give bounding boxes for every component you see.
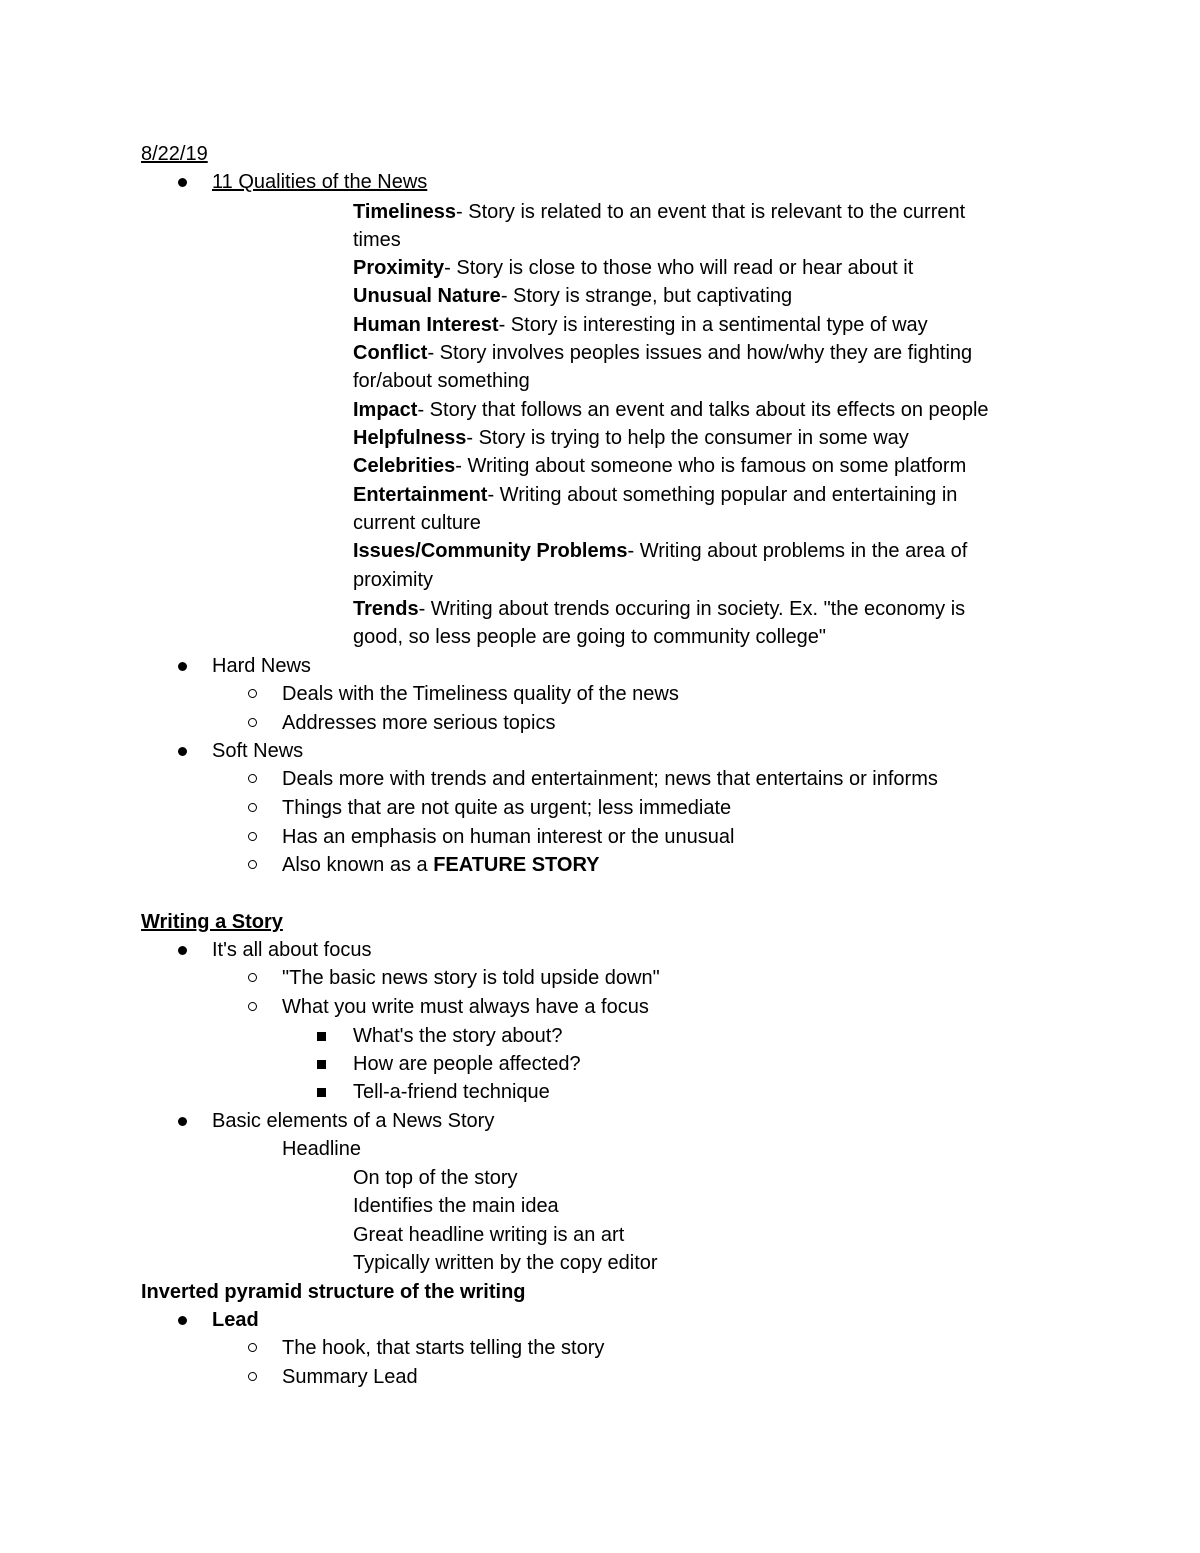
bullet-circle-icon	[248, 774, 257, 783]
section-heading-pyramid: Inverted pyramid structure of the writing	[141, 1281, 526, 1303]
bullet-square-icon	[317, 1088, 326, 1097]
bullet-circle-icon	[248, 1372, 257, 1381]
bullet-circle-icon	[248, 718, 257, 727]
bullet-dot-icon	[178, 1316, 187, 1325]
bullet-circle-icon	[248, 832, 257, 841]
bullet-circle-icon	[248, 803, 257, 812]
bullet-dot-icon	[178, 178, 187, 187]
bullet-circle-icon	[248, 860, 257, 869]
section-heading-writing: Writing a Story	[141, 911, 283, 933]
document-page: 8/22/19 11 Qualities of the News Timeliness- Story is related to an event that is relevant to the current times Proximity- Story is close to those who will read or hear about it Unusual Nature- Story is strange, but captivating Human Interest- Story is interesting in a sentimental type of way Conflict- Story involves peoples issues and how/why they are fighting for/about something Impact- Story that follows an event and talks about its effects on people Helpfulness- Story is trying to help the consumer in some way Celebrities- Writing about someone who is famous on some platform Entertainment- Writing about something popular and entertaining in current culture Issues/Community Problems- Writing about problems in the area of proximity Trends- Writing about trends occuring in society. Ex. "the economy is good, so less people are going to community college" Hard News Deals with the Timeliness quality of the news Addresses more serious topics Soft News Deals more with trends and entertainment; news that entertains or informs Things that are not quite as urgent; less immediate Has an emphasis on human interest or the unusual Also known as a FEATURE STORY Writing a Story It's all about focus "The basic news story is told upside down" What you write must always have a focus What's the story about? How are people affected? Tell-a-friend technique Basic elements of a News Story Headline On top of the story Identifies the main idea Great headline writing is an art Typically written by the copy editor Inverted pyramid structure of the writing Lead The hook, that starts telling the story Summary Lead	[141, 143, 989, 1388]
bullet-dot-icon	[178, 662, 187, 671]
bullet-circle-icon	[248, 1343, 257, 1352]
bullet-circle-icon	[248, 1002, 257, 1011]
bullet-dot-icon	[178, 946, 187, 955]
bullet-circle-icon	[248, 689, 257, 698]
bullet-dot-icon	[178, 1117, 187, 1126]
bullet-circle-icon	[248, 973, 257, 982]
bullet-dot-icon	[178, 747, 187, 756]
bullet-square-icon	[317, 1032, 326, 1041]
bullet-square-icon	[317, 1060, 326, 1069]
date-heading: 8/22/19	[141, 143, 208, 165]
qualities-heading: 11 Qualities of the News	[212, 171, 428, 193]
